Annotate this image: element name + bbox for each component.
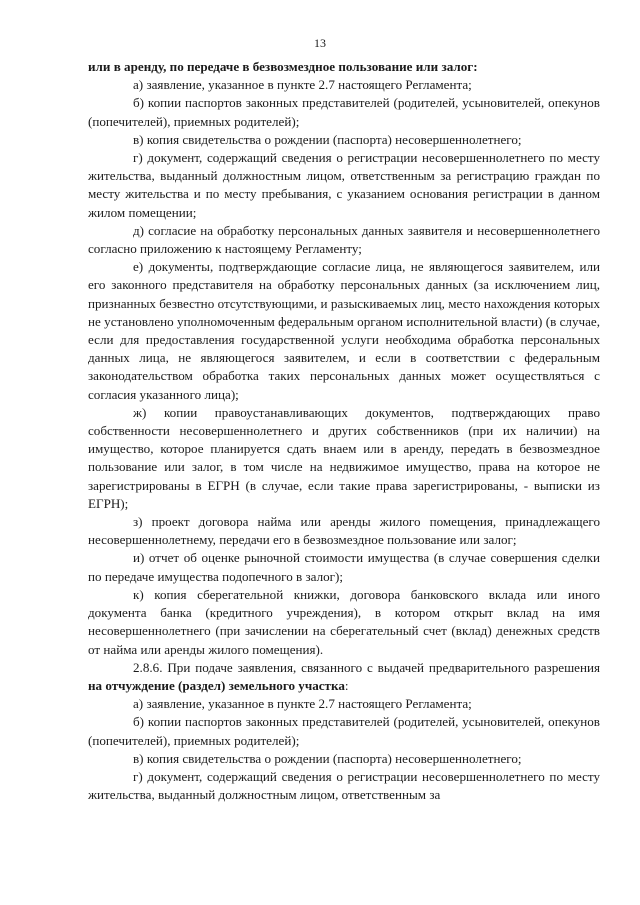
list-item-b: б) копии паспортов законных представителей (родителей, усыновителей, опекунов (попечителей), приемных родителей); <box>88 95 600 129</box>
page-number: 13 <box>314 36 326 50</box>
list-item-a-2: а) заявление, указанное в пункте 2.7 настоящего Регламента; <box>133 696 472 712</box>
list-item-v: в) копия свидетельства о рождении (паспорта) несовершеннолетнего; <box>133 131 522 147</box>
section-heading-continuation: или в аренду, по передаче в безвозмездное пользование или залог: <box>88 59 478 74</box>
list-item-zh: ж) копии правоустанавливающих документов, подтверждающих право собственности несовершеннолетнего и других собственников (при их наличии) на имущество, которое планируется сдать внаем или в аренду, передать в безвозмездное пользование или залог, в том числе на недвижимое имущество, права на которое не зарегистрированы в ЕГРН (в случае, если такие права зарегистрированы, - выписки из ЕГРН); <box>88 404 600 511</box>
list-item-b-2: б) копии паспортов законных представителей (родителей, усыновителей, опекунов (попечителей), приемных родителей); <box>88 714 600 748</box>
clause-2-8-6-subject: на отчуждение (раздел) земельного участка <box>88 677 345 693</box>
clause-2-8-6 <box>88 659 600 695</box>
list-item-k: к) копия сберегательной книжки, договора банковского вклада или иного документа банка (кредитного учреждения), в котором открыт вклад на имя несовершеннолетнего (при зачислении на сберегательный счет (вклад) денежных средств от найма или аренды жилого помещения). <box>88 586 600 657</box>
clause-2-8-6-intro: 2.8.6. При подаче заявления, связанного с выдачей предварительного разрешения <box>133 659 600 675</box>
list-item-g-2: г) документ, содержащий сведения о регистрации несовершеннолетнего по месту жительства, выданный должностным лицом, ответственным за <box>88 768 600 803</box>
list-item-i: и) отчет об оценке рыночной стоимости имущества (в случае совершения сделки по передаче имущества подопечного в залог); <box>88 550 600 584</box>
list-item-z: з) проект договора найма или аренды жилого помещения, принадлежащего несовершеннолетнему, передачи его в безвозмездное пользование или залог; <box>88 514 600 548</box>
list-item-g: г) документ, содержащий сведения о регистрации несовершеннолетнего по месту жительства, выданный должностным лицом, ответственным за регистрацию граждан по месту жительства и по месту пребывания, с указанием основания регистрации в данном жилом помещении; <box>88 150 600 220</box>
clause-2-8-6-colon: : <box>344 677 349 693</box>
list-item-a: а) заявление, указанное в пункте 2.7 настоящего Регламента; <box>133 77 472 93</box>
document-body <box>88 58 600 804</box>
list-item-v-2: в) копия свидетельства о рождении (паспорта) несовершеннолетнего; <box>133 750 522 766</box>
list-item-d: д) согласие на обработку персональных данных заявителя и несовершеннолетнего согласно приложению к настоящему Регламенту; <box>88 222 600 257</box>
list-item-e: е) документы, подтверждающие согласие лица, не являющегося заявителем, или его законного представителя на обработку персональных данных (за исключением лиц, признанных безвестно отсутствующими, и разыскиваемых лиц, место нахождения которых не установлено уполномоченным федеральным органом исполнительной власти) (в случае, если для предоставления государственной услуги необходима обработка персональных данных лица, не являющегося заявителем, и если в соответствии с федеральным законодательством обработка таких персональных данных может осуществляться с согласия указанного лица); <box>88 259 600 402</box>
